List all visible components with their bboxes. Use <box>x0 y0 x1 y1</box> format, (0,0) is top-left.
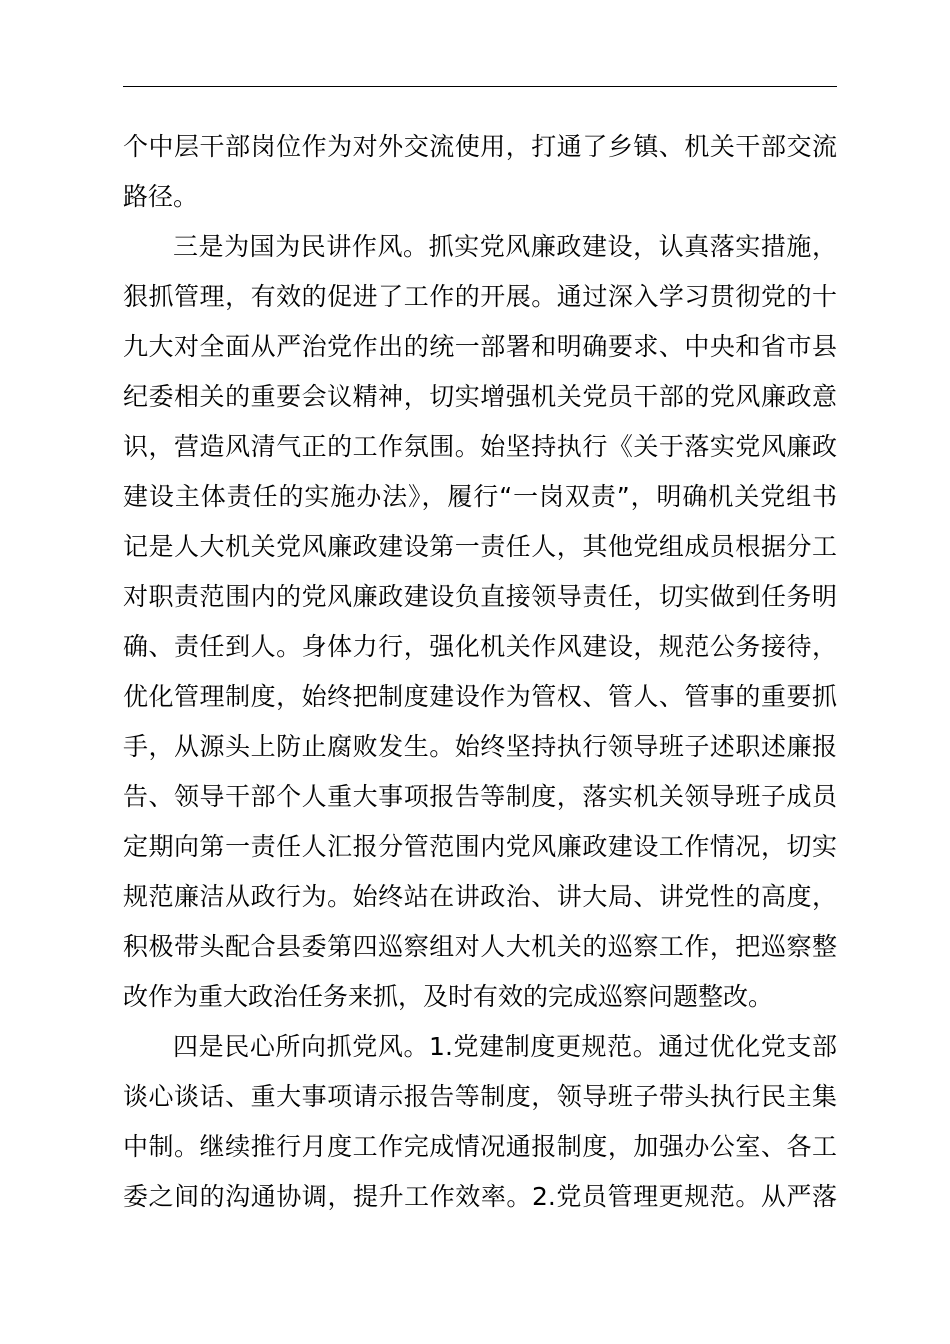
text-line: 积极带头配合县委第四巡察组对人大机关的巡察工作，把巡察整 <box>123 932 837 961</box>
text-line: 九大对全面从严治党作出的统一部署和明确要求、中央和省市县 <box>123 332 837 361</box>
text-line: 改作为重大政治任务来抓，及时有效的完成巡察问题整改。 <box>123 982 774 1011</box>
text-line: 告、领导干部个人重大事项报告等制度，落实机关领导班子成员 <box>123 782 837 811</box>
text-line: 对职责范围内的党风廉政建设负直接领导责任，切实做到任务明 <box>123 582 837 611</box>
text-line: 路径。 <box>123 182 199 211</box>
text-line: 个中层干部岗位作为对外交流使用，打通了乡镇、机关干部交流 <box>123 132 837 161</box>
text-line: 建设主体责任的实施办法》，履行“一岗双责”，明确机关党组书 <box>123 482 837 511</box>
text-line: 纪委相关的重要会议精神，切实增强机关党员干部的党风廉政意 <box>123 382 837 411</box>
text-line: 中制。继续推行月度工作完成情况通报制度，加强办公室、各工 <box>123 1132 837 1161</box>
text-line: 狠抓管理，有效的促进了工作的开展。通过深入学习贯彻党的十 <box>123 282 837 311</box>
text-line: 优化管理制度，始终把制度建设作为管权、管人、管事的重要抓 <box>123 682 837 711</box>
text-line: 谈心谈话、重大事项请示报告等制度，领导班子带头执行民主集 <box>123 1082 837 1111</box>
text-line: 委之间的沟通协调，提升工作效率。2.党员管理更规范。从严落 <box>123 1182 837 1211</box>
text-line: 定期向第一责任人汇报分管范围内党风廉政建设工作情况，切实 <box>123 832 837 861</box>
text-line: 规范廉洁从政行为。始终站在讲政治、讲大局、讲党性的高度， <box>123 882 837 911</box>
text-line: 记是人大机关党风廉政建设第一责任人，其他党组成员根据分工 <box>123 532 837 561</box>
text-line: 确、责任到人。身体力行，强化机关作风建设，规范公务接待， <box>123 632 837 661</box>
paragraph-start-line: 四是民心所向抓党风。1.党建制度更规范。通过优化党支部 <box>173 1032 837 1061</box>
header-rule <box>123 86 837 87</box>
paragraph-start-line: 三是为国为民讲作风。抓实党风廉政建设，认真落实措施， <box>173 232 837 261</box>
body-text <box>123 122 837 1222</box>
text-line: 识，营造风清气正的工作氛围。始坚持执行《关于落实党风廉政 <box>123 432 837 461</box>
text-line: 手，从源头上防止腐败发生。始终坚持执行领导班子述职述廉报 <box>123 732 837 761</box>
